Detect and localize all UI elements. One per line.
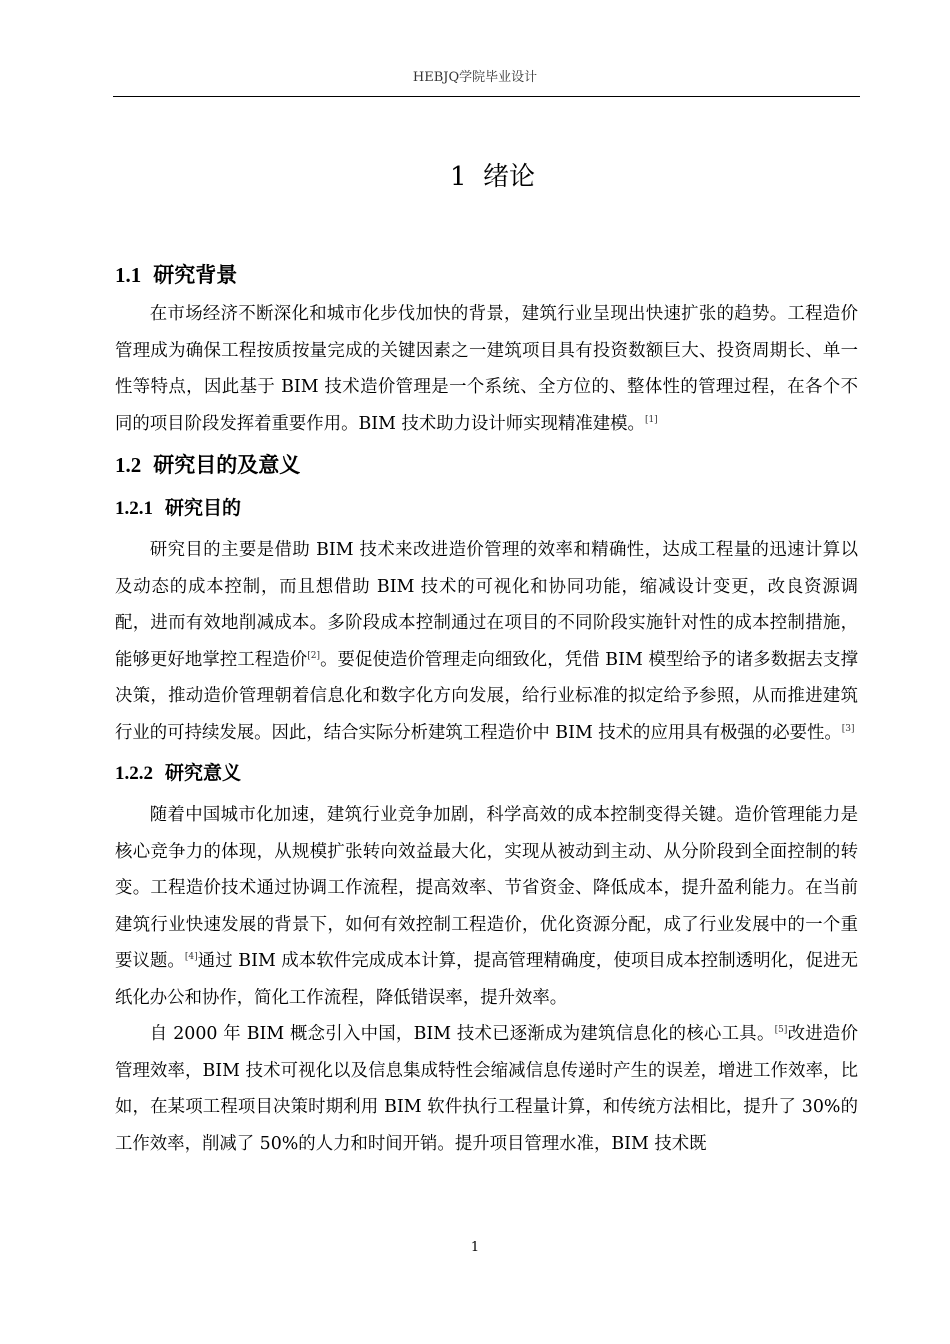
subsection-title: 研究意义 bbox=[165, 762, 242, 784]
subsection-number: 1.2.2 bbox=[115, 763, 153, 784]
section-title: 研究背景 bbox=[153, 263, 238, 287]
section-title: 研究目的及意义 bbox=[153, 453, 301, 477]
section-heading-1-1 bbox=[115, 254, 858, 296]
subsection-heading-1-2-2 bbox=[115, 753, 858, 793]
citation: [4] bbox=[184, 952, 198, 963]
paragraph-text: 在市场经济不断深化和城市化步伐加快的背景，建筑行业呈现出快速扩张的趋势。工程造价管理成为确保工程按质按量完成的关键因素之一建筑项目具有投资数额巨大、投资周期长、单一性等特点，因此基于 BIM 技术造价管理是一个系统、全方位的、整体性的管理过程，在各个不同的项目阶段发挥着重要作用。BIM 技术助力设计师实现精准建模。 bbox=[115, 304, 858, 434]
section-number: 1.1 bbox=[115, 263, 142, 287]
paragraph-text: 随着中国城市化加速，建筑行业竞争加剧，科学高效的成本控制变得关键。造价管理能力是核心竞争力的体现，从规模扩张转向效益最大化，实现从被动到主动、从分阶段到全面控制的转变。工程造价技术通过协调工作流程，提高效率、节省资金、降低成本，提升盈利能力。在当前建筑行业快速发展的背景下，如何有效控制工程造价，优化资源分配，成了行业发展中的一个重要议题。 bbox=[115, 805, 858, 971]
paragraph-text: 改进造价管理效率，BIM 技术可视化以及信息集成特性会缩减信息传递时产生的误差，增进工作效率，比如，在某项工程项目决策时期利用 BIM 软件执行工程量计算，和传统方法相比，提升了 30%的工作效率，削减了 50%的人力和时间开销。提升项目管理水准，BIM 技术既 bbox=[115, 1024, 858, 1154]
chapter-title bbox=[115, 156, 858, 198]
paragraph-background bbox=[115, 296, 858, 442]
paragraph-significance-1 bbox=[115, 797, 858, 1016]
subsection-title: 研究目的 bbox=[165, 497, 242, 519]
subsection-number: 1.2.1 bbox=[115, 498, 153, 519]
header-rule bbox=[113, 96, 860, 97]
section-heading-1-2 bbox=[115, 444, 858, 486]
chapter-number: 1 bbox=[449, 162, 467, 192]
paragraph-text: 通过 BIM 成本软件完成成本计算，提高管理精确度，使项目成本控制透明化，促进无纸化办公和协作，简化工作流程，降低错误率，提升效率。 bbox=[115, 951, 858, 1008]
chapter-title-text: 绪论 bbox=[483, 162, 536, 192]
paragraph-text: 。要促使造价管理走向细致化，凭借 BIM 模型给予的诸多数据去支撑决策，推动造价管理朝着信息化和数字化方向发展，给行业标准的拟定给予参照，从而推进建筑行业的可持续发展。因此，结合实际分析建筑工程造价中 BIM 技术的应用具有极强的必要性。 bbox=[115, 649, 858, 743]
subsection-heading-1-2-1 bbox=[115, 488, 858, 528]
citation: [1] bbox=[644, 414, 658, 425]
page-content bbox=[115, 156, 858, 1162]
citation: [3] bbox=[841, 723, 855, 734]
paragraph-significance-2 bbox=[115, 1016, 858, 1162]
paragraph-text: 研究目的主要是借助 BIM 技术来改进造价管理的效率和精确性，达成工程量的迅速计算以及动态的成本控制，而且想借助 BIM 技术的可视化和协同功能，缩减设计变更，改良资源调配，进而有效地削减成本。多阶段成本控制通过在项目的不同阶段实施针对性的成本控制措施，能够更好地掌控工程造价 bbox=[115, 540, 858, 670]
paragraph-purpose bbox=[115, 532, 858, 751]
citation: [5] bbox=[774, 1025, 788, 1036]
section-number: 1.2 bbox=[115, 453, 142, 477]
citation: [2] bbox=[307, 650, 320, 661]
paragraph-text: 自 2000 年 BIM 概念引入中国，BIM 技术已逐渐成为建筑信息化的核心工具。 bbox=[149, 1024, 775, 1044]
page-number: 1 bbox=[470, 1240, 480, 1255]
running-header: HEBJQ学院毕业设计 bbox=[412, 70, 538, 85]
